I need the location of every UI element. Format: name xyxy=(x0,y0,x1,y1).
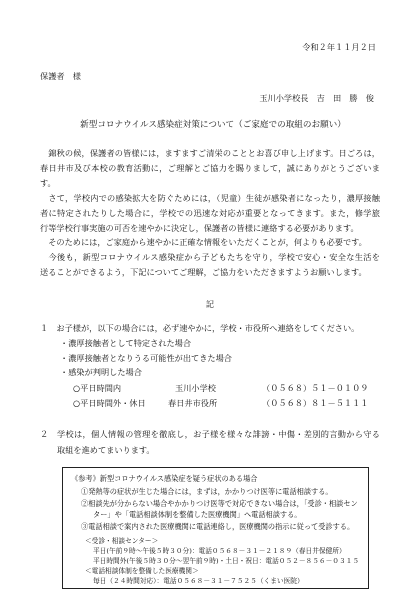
contact-entry: 平日時間外(午後５時３０分～翌午前９時)・土日・祝日：電話０５２－８５６－０３１５ xyxy=(93,557,360,565)
reference-step-line: ②相談先が分からない場合やかかりつけ医等で対応できない場合は，「受診・相談セン xyxy=(81,499,358,508)
purpose-paragraph-line: 者に特定されたりした場合に，学校での迅速な対応が重要となってきます。また，修学旅 xyxy=(40,208,380,218)
contact-time: ○平日時間内 xyxy=(73,383,122,393)
contact-phone: （０５６８）５１－０１０９ xyxy=(262,383,369,393)
contact-place: 玉川小学校 xyxy=(175,383,216,393)
bullet-item: ・濃厚接触者となりうる可能性が出てきた場合 xyxy=(60,353,232,363)
greeting-paragraph-line: 錦秋の候，保護者の皆様には，ますますご清栄のこととお喜び申し上げます。日ごろは， xyxy=(40,148,380,158)
greeting-paragraph-line: す。 xyxy=(40,178,56,188)
notice-item-text: ２ 学校は，個人情報の管理を徹底し，お子様を様々な誹謗・中傷・差別的言動から守る xyxy=(40,429,380,439)
closing-paragraph-line: 今後も，新型コロナウイルス感染症から子どもたちを守り，学校で安心・安全な生活を xyxy=(40,252,380,262)
closing-paragraph-line: 送ることができるよう，下記についてご理解，ご協力をいただきますようお願いします。 xyxy=(40,267,367,277)
contact-entry: 毎日（２４時間対応）：電話０５６８－３１－７５２５（くまい医院） xyxy=(93,577,304,585)
reference-step-line: ①発熱等の症状が生じた場合には，まずは，かかりつけ医等に電話相談する。 xyxy=(81,487,333,496)
contact-phone: （０５６８）８１－５１１１ xyxy=(262,398,369,408)
notice-item-text: 取組を進めてまいります。 xyxy=(57,445,155,455)
contact-place: 春日井市役所 xyxy=(168,398,218,408)
reference-heading: 《参考》新型コロナウイルス感染症を疑う症状のある場合 xyxy=(71,474,258,483)
bullet-item: ・感染が判明した場合 xyxy=(60,367,142,377)
purpose-paragraph-line: さて，学校内での感染拡大を防ぐためには，（児童）生徒が感染者になったり，濃厚接触 xyxy=(40,193,380,203)
notice-item-text: １ お子様が，以下の場合には，必ず速やかに，学校・市役所へ連絡をしてください。 xyxy=(40,323,360,333)
sender: 玉川小学校長 吉 田 勝 俊 xyxy=(259,93,374,103)
greeting-paragraph-line: 春日井市及び本校の教育活動に，ご理解とご協力を賜りまして，誠にありがとうございま xyxy=(40,163,380,173)
consultation-center-heading: ＜受診・相談センター＞ xyxy=(85,537,159,545)
letter-title: 新型コロナウイルス感染症対策について（ご家庭での取組のお願い） xyxy=(80,120,346,130)
notice-heading: 記 xyxy=(205,299,215,309)
reference-step-line: ③電話相談で案内された医療機関に電話連絡し，医療機関の指示に従って受診する。 xyxy=(81,522,355,531)
reference-box xyxy=(62,467,369,589)
contact-time: ○平日時間外・休日 xyxy=(73,398,146,408)
request-paragraph-line: そのためには，ご家庭から速やかに正確な情報をいただくことが，何よりも必要です。 xyxy=(40,237,367,247)
recipient: 保護者 様 xyxy=(40,71,81,81)
medical-institution-heading: ＜電話相談体制を整備した医療機関＞ xyxy=(85,567,199,575)
purpose-paragraph-line: 行等学校行事実施の可否を速やかに決定し，保護者の皆様に連絡する必要があります。 xyxy=(40,223,359,233)
bullet-item: ・濃厚接触者として特定された場合 xyxy=(60,338,192,348)
letter-date: 令和２年１１月２日 xyxy=(302,42,376,52)
reference-step-line: ター」や「電話相談体制を整備した医療機関」へ電話相談する。 xyxy=(93,510,302,519)
contact-entry: 平日(午前９時～午後５時３０分)：電話０５６８－３１－２１８９（春日井保健所） xyxy=(93,547,346,555)
